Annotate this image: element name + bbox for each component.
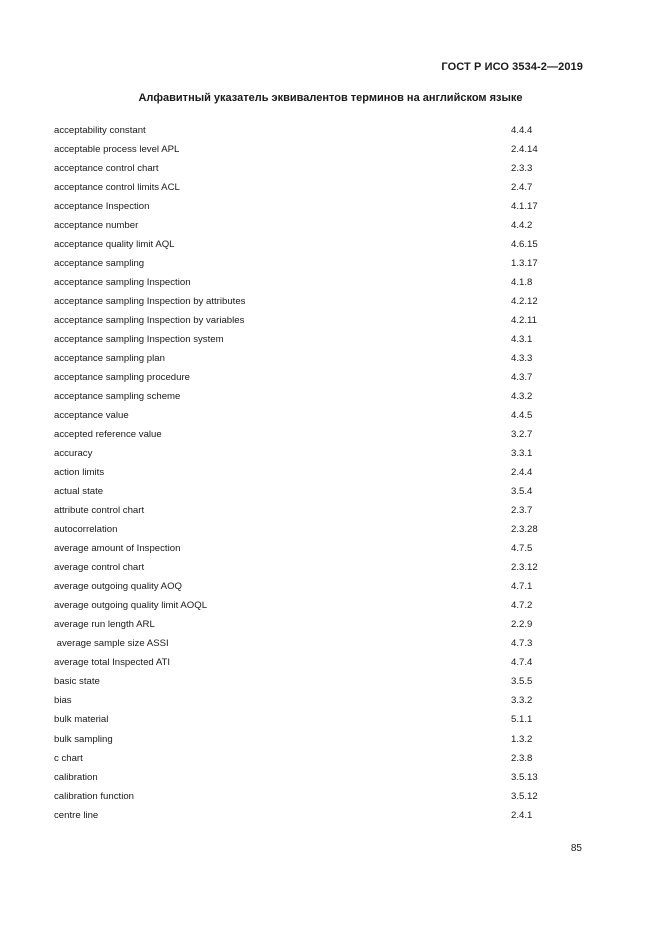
entry-section-ref: 1.3.2 [511, 733, 533, 745]
index-entry [54, 787, 614, 806]
entry-term: basic state [54, 676, 100, 688]
entry-term: bias [54, 695, 72, 707]
entry-term: acceptance number [54, 220, 139, 232]
index-entry [54, 749, 614, 768]
entry-term: average outgoing quality limit AOQL [54, 600, 208, 612]
entry-section-ref: 2.3.12 [511, 562, 538, 574]
entry-term: acceptance sampling [54, 258, 145, 270]
index-entry [54, 159, 614, 178]
index-entry [54, 596, 614, 615]
entry-term: bulk material [54, 714, 109, 726]
index-entry [54, 197, 614, 216]
index-entry [54, 730, 614, 749]
entry-term: acceptance control limits ACL [54, 182, 180, 194]
entry-section-ref: 2.3.7 [511, 505, 533, 517]
index-entry [54, 235, 614, 254]
entry-section-ref: 4.7.4 [511, 657, 533, 669]
entry-term: calibration [54, 771, 98, 783]
index-entry [54, 368, 614, 387]
index-entry [54, 653, 614, 672]
entry-section-ref: 4.4.5 [511, 410, 533, 422]
entry-term: acceptance Inspection [54, 201, 150, 213]
entry-section-ref: 4.2.11 [511, 315, 537, 327]
index-entry [54, 406, 614, 425]
index-entry [54, 768, 614, 787]
entry-term: c chart [54, 752, 83, 764]
entry-section-ref: 2.3.8 [511, 752, 533, 764]
entry-section-ref: 4.1.8 [511, 277, 533, 289]
entry-section-ref: 2.3.28 [511, 524, 538, 536]
index-entry [54, 121, 614, 140]
index-entry [54, 140, 614, 159]
entry-section-ref: 2.4.7 [511, 182, 533, 194]
index-entry [54, 349, 614, 368]
entry-term: acceptance sampling scheme [54, 391, 181, 403]
entry-section-ref: 4.3.7 [511, 372, 533, 384]
entry-section-ref: 4.7.3 [511, 638, 533, 650]
entry-section-ref: 4.3.3 [511, 353, 533, 365]
standard-code-header: ГОСТ Р ИСО 3534-2—2019 [441, 61, 583, 73]
index-entry [54, 311, 614, 330]
entry-term: acceptance sampling Inspection by attributes [54, 296, 246, 308]
entry-section-ref: 4.6.15 [511, 239, 538, 251]
entry-term: average outgoing quality AOQ [54, 581, 183, 593]
entry-section-ref: 2.2.9 [511, 619, 533, 631]
index-entry [54, 216, 614, 235]
index-entry [54, 425, 614, 444]
index-entry [54, 806, 614, 825]
entry-section-ref: 3.3.2 [511, 695, 533, 707]
entry-section-ref: 3.5.5 [511, 676, 533, 688]
index-entry [54, 577, 614, 596]
index-title: Алфавитный указатель эквивалентов терминов на английском языке [138, 92, 523, 104]
entry-section-ref: 3.5.13 [511, 771, 538, 783]
term-index-list [54, 121, 614, 825]
index-entry [54, 672, 614, 691]
entry-term: accepted reference value [54, 429, 162, 441]
entry-term: acceptable process level APL [54, 144, 180, 156]
entry-section-ref: 2.3.3 [511, 163, 533, 175]
entry-section-ref: 3.3.1 [511, 448, 533, 460]
entry-term: average control chart [54, 562, 145, 574]
entry-section-ref: 4.7.5 [511, 543, 533, 555]
entry-term: acceptance control chart [54, 163, 159, 175]
entry-section-ref: 4.3.2 [511, 391, 533, 403]
entry-section-ref: 4.1.17 [511, 201, 538, 213]
entry-term: calibration function [54, 790, 134, 802]
entry-term: autocorrelation [54, 524, 118, 536]
entry-term: acceptance sampling plan [54, 353, 165, 365]
index-entry [54, 254, 614, 273]
entry-term: average total Inspected ATI [54, 657, 171, 669]
entry-section-ref: 4.2.12 [511, 296, 538, 308]
entry-term: bulk sampling [54, 733, 113, 745]
entry-section-ref: 4.4.4 [511, 125, 533, 136]
entry-section-ref: 4.7.1 [511, 581, 533, 593]
index-entry [54, 691, 614, 710]
index-entry [54, 634, 614, 653]
entry-term: acceptance sampling Inspection by variables [54, 315, 245, 327]
index-entry [54, 292, 614, 311]
entry-section-ref: 4.4.2 [511, 220, 533, 232]
entry-section-ref: 2.4.1 [511, 809, 533, 821]
entry-section-ref: 3.5.4 [511, 486, 533, 498]
entry-term: acceptance value [54, 410, 129, 422]
entry-term: actual state [54, 486, 104, 498]
entry-term: attribute control chart [54, 505, 145, 517]
page-number: 85 [570, 843, 582, 854]
entry-section-ref: 4.3.1 [511, 334, 533, 346]
index-entry [54, 539, 614, 558]
index-entry [54, 330, 614, 349]
index-entry [54, 710, 614, 729]
entry-term: acceptance sampling Inspection [54, 277, 191, 289]
index-entry [54, 463, 614, 482]
entry-section-ref: 3.5.12 [511, 790, 538, 802]
index-entry [54, 520, 614, 539]
entry-section-ref: 1.3.17 [511, 258, 538, 270]
index-entry [54, 615, 614, 634]
entry-term: acceptance sampling Inspection system [54, 334, 224, 346]
entry-section-ref: 3.2.7 [511, 429, 533, 441]
index-entry [54, 482, 614, 501]
entry-term: acceptability constant [54, 125, 146, 136]
index-entry [54, 558, 614, 577]
entry-section-ref: 2.4.4 [511, 467, 533, 479]
entry-term: acceptance sampling procedure [54, 372, 190, 384]
entry-term: accuracy [54, 448, 93, 460]
entry-term: acceptance quality limit AQL [54, 239, 175, 251]
index-entry [54, 501, 614, 520]
index-entry [54, 387, 614, 406]
index-entry [54, 444, 614, 463]
index-entry [54, 178, 614, 197]
entry-section-ref: 4.7.2 [511, 600, 533, 612]
entry-term: action limits [54, 467, 105, 479]
entry-term: average amount of Inspection [54, 543, 181, 555]
entry-section-ref: 2.4.14 [511, 144, 538, 156]
entry-section-ref: 5.1.1 [511, 714, 533, 726]
entry-term: average run length ARL [54, 619, 155, 631]
entry-term: average sample size ASSI [54, 638, 169, 650]
index-entry [54, 273, 614, 292]
entry-term: centre line [54, 809, 99, 821]
